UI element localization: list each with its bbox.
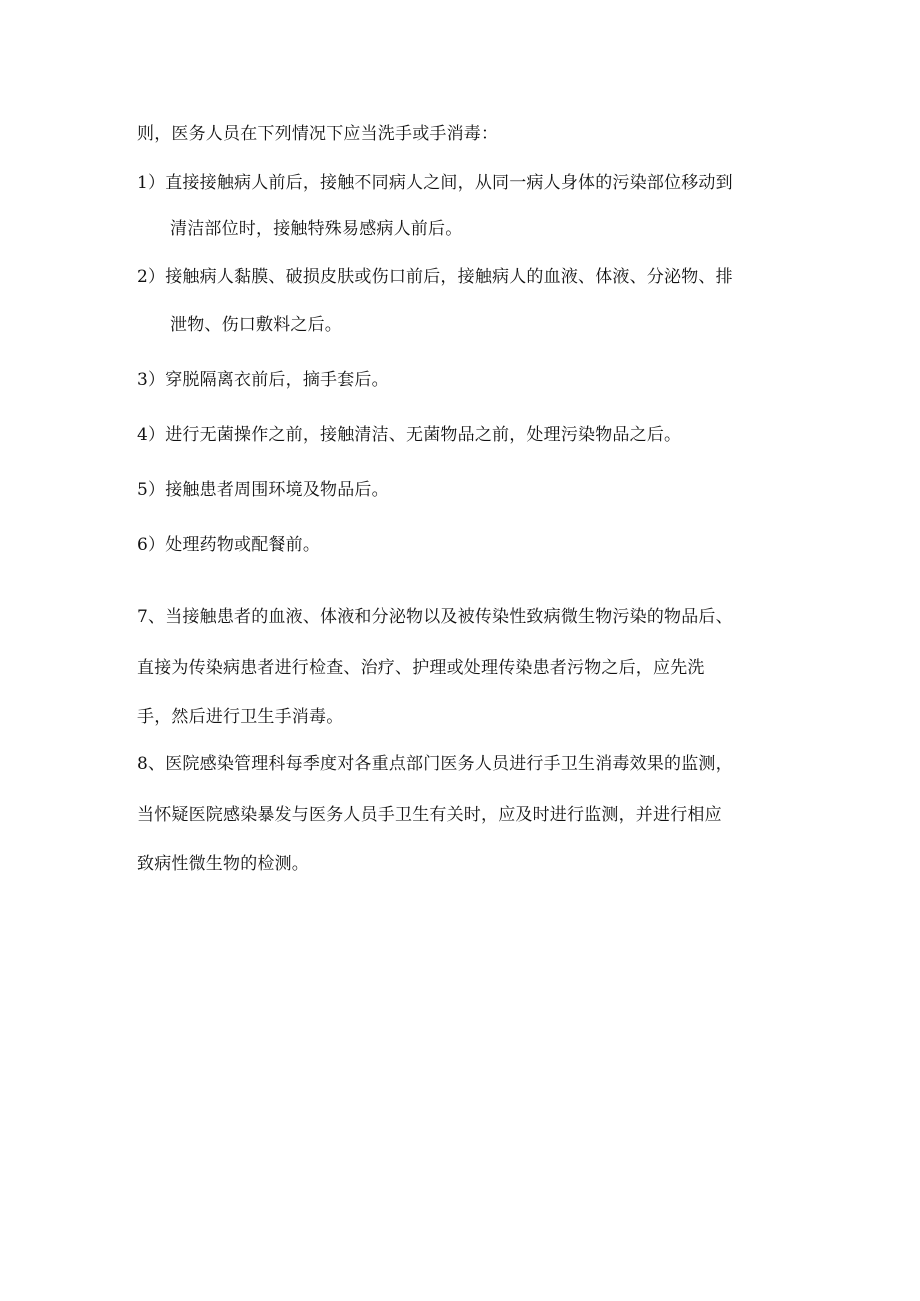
section-8-line-1: 8、医院感染管理科每季度对各重点部门医务人员进行手卫生消毒效果的监测， xyxy=(137,754,733,774)
section-7-line-1: 7、当接触患者的血液、体液和分泌物以及被传染性致病微生物污染的物品后、 xyxy=(137,607,733,627)
item-2-line-1: 2）接触病人黏膜、破损皮肤或伤口前后，接触病人的血液、体液、分泌物、排 xyxy=(137,267,733,287)
section-8-line-2: 当怀疑医院感染暴发与医务人员手卫生有关时，应及时进行监测，并进行相应 xyxy=(137,805,722,825)
item-6-line-1: 6）处理药物或配餐前。 xyxy=(137,535,321,555)
intro-line: 则，医务人员在下列情况下应当洗手或手消毒： xyxy=(137,124,499,144)
section-7-line-2: 直接为传染病患者进行检查、治疗、护理或处理传染患者污物之后，应先洗 xyxy=(137,658,705,678)
section-8-line-3: 致病性微生物的检测。 xyxy=(137,854,309,874)
item-1-line-1: 1）直接接触病人前后，接触不同病人之间，从同一病人身体的污染部位移动到 xyxy=(137,173,733,193)
item-3-line-1: 3）穿脱隔离衣前后，摘手套后。 xyxy=(137,370,389,390)
item-5-line-1: 5）接触患者周围环境及物品后。 xyxy=(137,480,389,500)
section-7-line-3: 手，然后进行卫生手消毒。 xyxy=(137,707,344,727)
item-2-line-2: 泄物、伤口敷料之后。 xyxy=(170,315,342,335)
item-4-line-1: 4）进行无菌操作之前，接触清洁、无菌物品之前，处理污染物品之后。 xyxy=(137,425,682,445)
item-1-line-2: 清洁部位时，接触特殊易感病人前后。 xyxy=(170,219,463,239)
